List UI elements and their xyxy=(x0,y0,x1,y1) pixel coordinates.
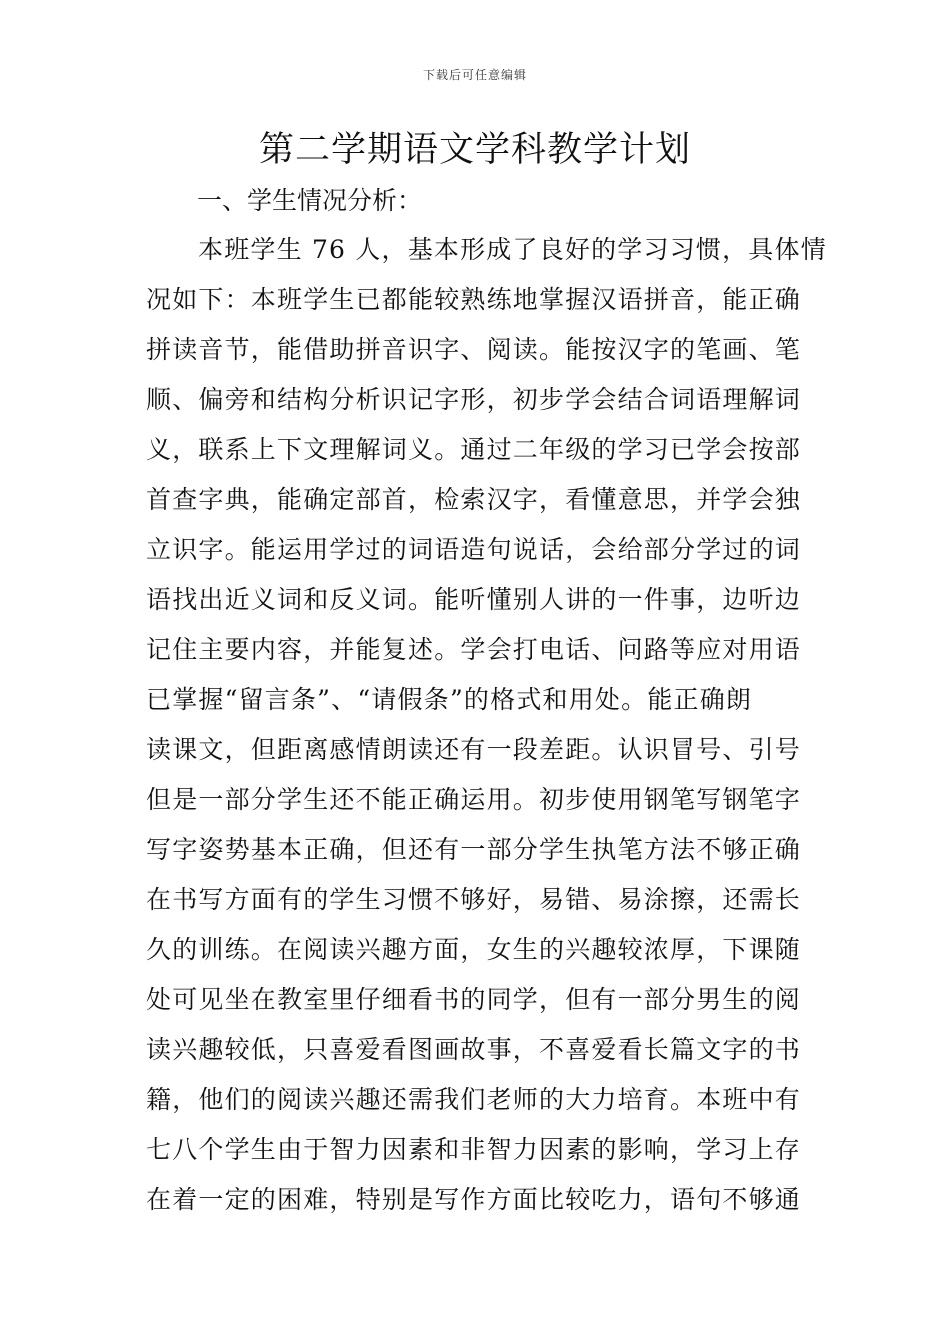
paragraph-line: 写字姿势基本正确，但还有一部分学生执笔方法不够正确 xyxy=(146,835,802,864)
paragraph-line: 本班学生 76 人，基本形成了良好的学习习惯，具体情 xyxy=(198,235,827,264)
section-heading: 一、学生情况分析： xyxy=(197,186,423,215)
paragraph-line: 拼读音节，能借助拼音识字、阅读。能按汉字的笔画、笔 xyxy=(146,335,802,364)
paragraph-line: 久的训练。在阅读兴趣方面，女生的兴趣较浓厚，下课随 xyxy=(146,935,802,964)
paragraph-line: 读课文，但距离感情朗读还有一段差距。认识冒号、引号 xyxy=(146,735,802,764)
body-paragraph xyxy=(146,228,827,1228)
paragraph-line: 语找出近义词和反义词。能听懂别人讲的一件事，边听边 xyxy=(146,585,802,614)
paragraph-line: 处可见坐在教室里仔细看书的同学，但有一部分男生的阅 xyxy=(146,985,802,1014)
paragraph-line: 立识字。能运用学过的词语造句说话，会给部分学过的词 xyxy=(146,535,802,564)
paragraph-line: 在着一定的困难，特别是写作方面比较吃力，语句不够通 xyxy=(146,1185,802,1214)
paragraph-line: 在书写方面有的学生习惯不够好，易错、易涂擦，还需长 xyxy=(146,885,802,914)
paragraph-line: 读兴趣较低，只喜爱看图画故事，不喜爱看长篇文字的书 xyxy=(146,1035,802,1064)
paragraph-line: 记住主要内容，并能复述。学会打电话、问路等应对用语 xyxy=(146,635,802,664)
page-header-note: 下载后可任意编辑 xyxy=(422,68,527,82)
paragraph-line: 籍，他们的阅读兴趣还需我们老师的大力培育。本班中有 xyxy=(146,1085,802,1114)
document-title: 第二学期语文学科教学计划 xyxy=(258,130,691,170)
paragraph-line: 但是一部分学生还不能正确运用。初步使用钢笔写钢笔字 xyxy=(146,785,802,814)
paragraph-line: 况如下：本班学生已都能较熟练地掌握汉语拼音，能正确 xyxy=(146,285,802,314)
paragraph-line: 首查字典，能确定部首，检索汉字，看懂意思，并学会独 xyxy=(146,485,802,514)
paragraph-line: 顺、偏旁和结构分析识记字形，初步学会结合词语理解词 xyxy=(146,385,802,414)
paragraph-line: 已掌握“留言条”、“请假条”的格式和用处。能正确朗 xyxy=(146,685,753,714)
paragraph-line: 七八个学生由于智力因素和非智力因素的影响，学习上存 xyxy=(146,1135,802,1164)
paragraph-line: 义，联系上下文理解词义。通过二年级的学习已学会按部 xyxy=(146,435,802,464)
